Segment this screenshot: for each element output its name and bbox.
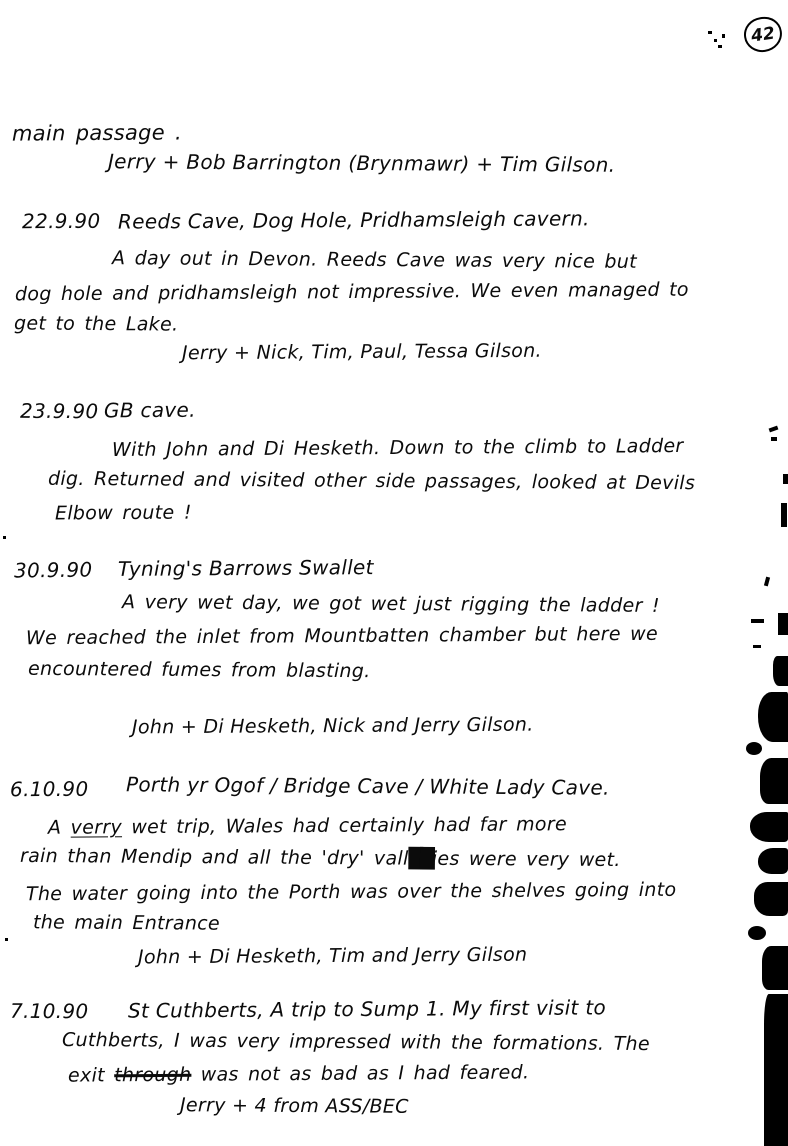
scan-artifact <box>771 437 777 441</box>
scan-artifact <box>758 692 788 742</box>
scan-artifact <box>760 758 788 804</box>
entry-body-line: encountered fumes from blasting. <box>27 657 371 683</box>
entry-body-line <box>68 1062 529 1086</box>
entry-title: Porth yr Ogof / Bridge Cave / White Lady Cave. <box>125 772 610 800</box>
scan-artifact <box>783 474 788 484</box>
entry-party-line: John + Di Hesketh, Tim and Jerry Gilson <box>137 943 528 969</box>
continuation-party-line: Jerry + Bob Barrington (Brynmawr) + Tim Gilson. <box>107 149 616 177</box>
entry-body-line: With John and Di Hesketh. Down to the climb to Ladder <box>111 435 684 461</box>
crossed-out-word: through <box>114 1063 192 1087</box>
body-text: rain than Mendip and all the 'dry' vall <box>19 844 409 870</box>
body-text: was not as bad as I had feared. <box>191 1061 530 1086</box>
entry-title: Tyning's Barrows Swallet <box>117 555 374 581</box>
scan-artifact <box>769 426 779 433</box>
smudge-speck <box>718 45 722 48</box>
entry-body-line: Elbow route ! <box>54 501 192 525</box>
body-text: wet trip, Wales had certainly had far more <box>121 813 567 839</box>
entry-body-line <box>48 814 567 839</box>
entry-date: 23.9.90 <box>19 398 99 424</box>
scan-artifact <box>754 882 788 916</box>
entry-date: 6.10.90 <box>9 776 89 802</box>
entry-body-line: the main Entrance <box>32 911 221 935</box>
underlined-word: verry <box>70 816 123 839</box>
entry-party-line: Jerry + Nick, Tim, Paul, Tessa Gilson. <box>181 339 542 365</box>
entry-body-line: get to the Lake. <box>13 312 179 336</box>
entry-party-line: Jerry + 4 from ASS/BEC <box>179 1094 409 1118</box>
smudge-speck <box>708 31 712 34</box>
continuation-line: main passage . <box>11 120 182 146</box>
scan-artifact <box>781 503 787 527</box>
body-text: A <box>47 816 71 839</box>
scan-artifact <box>778 613 788 635</box>
smudge-speck <box>722 34 725 38</box>
entry-body-line: The water going into the Porth was over the shelves going into <box>25 878 677 906</box>
scan-artifact <box>748 926 766 940</box>
body-text: exit <box>67 1064 115 1087</box>
smudge-speck <box>5 938 8 941</box>
entry-body-line: dig. Returned and visited other side passages, looked at Devils <box>47 467 696 495</box>
page-number-badge <box>742 15 785 55</box>
entry-body-line: A day out in Devon. Reeds Cave was very nice but <box>111 247 637 273</box>
entry-body-line: A very wet day, we got wet just rigging the ladder ! <box>121 591 660 617</box>
scribbled-out-letters: ██ <box>408 847 432 870</box>
entry-title: St Cuthberts, A trip to Sump 1. My first visit to <box>127 995 607 1023</box>
scan-artifact <box>773 656 788 686</box>
scan-artifact <box>762 946 788 990</box>
scan-artifact <box>753 645 761 648</box>
entry-date: 30.9.90 <box>13 557 93 583</box>
scan-artifact <box>758 848 788 874</box>
scan-artifact <box>764 577 770 587</box>
entry-title: GB cave. <box>103 397 196 423</box>
smudge-speck <box>714 39 717 42</box>
page-number: 42 <box>749 22 777 47</box>
entry-party-line: John + Di Hesketh, Nick and Jerry Gilson. <box>131 713 534 739</box>
entry-date: 7.10.90 <box>9 998 89 1024</box>
entry-body-line: We reached the inlet from Mountbatten chamber but here we <box>25 622 659 650</box>
entry-body-line: Cuthberts, I was very impressed with the formations. The <box>61 1028 650 1056</box>
scan-artifact <box>764 994 788 1146</box>
scan-artifact <box>746 742 762 755</box>
scan-artifact <box>750 812 788 842</box>
body-text: ies were very wet. <box>431 847 621 872</box>
smudge-speck <box>3 536 6 539</box>
scan-artifact <box>751 619 764 623</box>
entry-body-line <box>20 846 621 871</box>
entry-body-line: dog hole and pridhamsleigh not impressive. We even managed to <box>14 278 689 306</box>
entry-title: Reeds Cave, Dog Hole, Pridhamsleigh cavern. <box>117 206 590 234</box>
entry-date: 22.9.90 <box>21 208 101 234</box>
